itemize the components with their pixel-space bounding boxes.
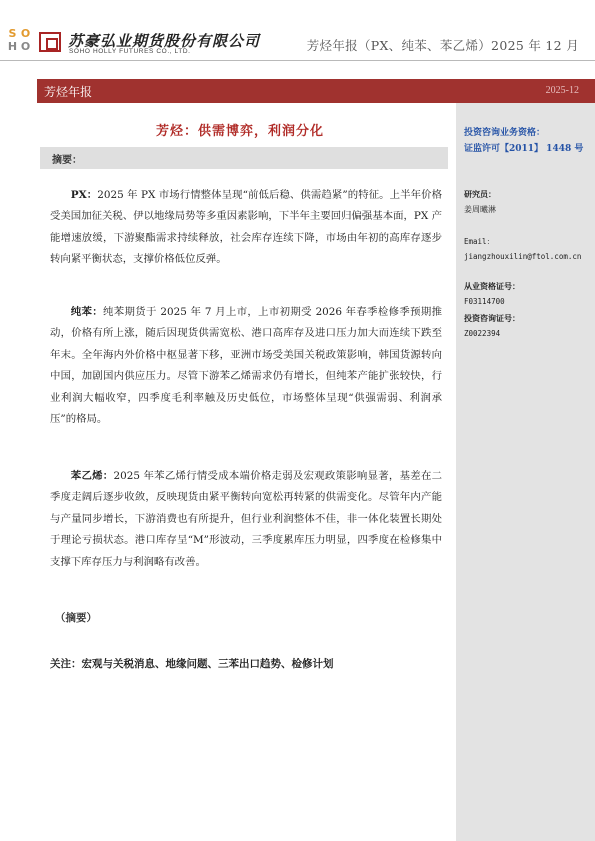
styrene-text: 2025 年苯乙烯行情受成本端价格走弱及宏观政策影响显著，基差在二季度走阔后逐步收敛，反映现货由紧平衡转向宽松再转紧的供需变化。尽管年内产能与产量同步增长，下游消费也有所提升，但行业利润整体不佳，非一体化装置长期处于理论亏损状态。港口库存呈“M”形波动，三季度累库压力明显，四季度在检修集中支撑下库存压力与利润略有改善。: [50, 470, 442, 568]
soho-logo-icon: [6, 28, 34, 54]
abstract-note: （摘要）: [55, 612, 97, 624]
report-header-title: 芳烃年报（PX、纯苯、苯乙烯）2025 年 12 月: [306, 38, 579, 53]
researcher-name: 姜周曦淋: [464, 205, 496, 214]
abstract-header: [40, 147, 448, 169]
page-header: [0, 0, 595, 62]
benzene-text: 纯苯期货于 2025 年 7 月上市，上市初期受 2026 年春季检修季预期推动，价格有所上涨，随后因现货供需宽松、港口高库存及进口压力加大而连续下跌至年末。全年海内外价格中枢显著下移，亚洲市场受美国关税政策影响，韩国货源转向中国，加剧国内供应压力。尽管下游苯乙烯需求仍有增长，但纯苯产能扩张较快，行业利润大幅收窄，四季度毛利率触及历史低位，市场整体呈现“供强需弱、利润承压”的格局。: [50, 306, 443, 426]
info-sidebar: [456, 103, 595, 841]
email-label: Email：: [464, 237, 495, 246]
focus-label: 关注：: [50, 658, 82, 670]
banner-label: 芳烃年报: [44, 85, 93, 99]
header-divider: [0, 60, 595, 61]
qualification-label: 投资咨询业务资格：: [464, 128, 546, 138]
logo-letter-o: O: [20, 27, 31, 40]
advisory-cert-label: 投资咨询证号：: [464, 313, 520, 323]
styrene-lead: 苯乙烯：: [70, 470, 114, 482]
advisory-cert-value: Z0022394: [464, 329, 501, 338]
report-main-title: 芳烃：供需博弈，利润分化: [155, 124, 324, 139]
company-name-cn: 苏豪弘业期货股份有限公司: [68, 32, 261, 50]
qualification-value: 证监许可【2011】 1448 号: [464, 144, 584, 154]
px-text: 2025 年 PX 市场行情整体呈现“前低后稳、供需趋紧”的特征。上半年价格受美国加征关税、伊以地缘局势等多重因素影响，下半年主要回归偏强基本面，PX 产能增速放缓，下游聚酯需求持续释放，社会库存连续下降，市场由年初的高库存逐步转向紧平衡状态，支撑价格低位反弹。: [50, 189, 442, 266]
styrene-paragraph: [50, 466, 442, 573]
section-banner: [37, 79, 595, 103]
px-lead: PX：: [70, 189, 98, 201]
logo-letter-o2: O: [20, 40, 31, 53]
company-name-en: SOHO HOLLY FUTURES CO., LTD.: [69, 48, 191, 55]
focus-text: 宏观与关税消息、地缘问题、三苯出口趋势、检修计划: [81, 658, 334, 670]
researcher-label: 研究员：: [464, 189, 496, 199]
px-paragraph: [50, 185, 442, 271]
abstract-label: 摘要：: [52, 155, 82, 166]
focus-line: [50, 656, 334, 671]
benzene-lead: 纯苯：: [70, 306, 104, 318]
benzene-paragraph: [50, 302, 442, 430]
logo-letter-h: H: [7, 40, 18, 53]
company-emblem-icon: [39, 32, 61, 52]
logo-letter-s: S: [8, 27, 17, 40]
practice-cert-value: F03114700: [464, 297, 505, 306]
email-value[interactable]: jiangzhouxilin@ftol.com.cn: [464, 252, 582, 261]
practice-cert-label: 从业资格证号：: [464, 281, 520, 291]
banner-date: 2025-12: [545, 85, 579, 96]
